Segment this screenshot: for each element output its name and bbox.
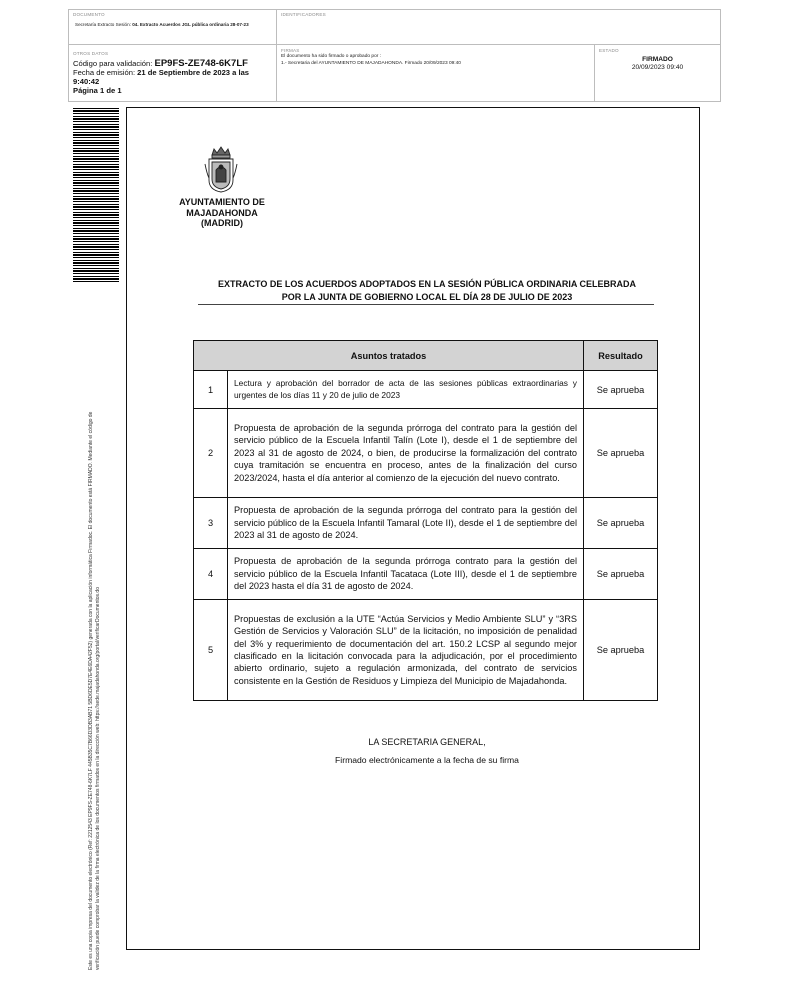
identificadores-cell xyxy=(277,10,720,45)
row-result: Se aprueba xyxy=(584,549,658,600)
row-description: Propuesta de aprobación de la segunda prórroga contrato para la gestión del servicio público de la Escuela Infantil Tacataca (Lote III), desde el 1 de septiembre del 2023 hasta el día 31 de agosto de 2024. xyxy=(228,549,584,600)
estado-status: FIRMADO xyxy=(642,56,673,63)
table-row xyxy=(194,498,658,549)
otros-datos-cell xyxy=(69,45,277,101)
row-description: Propuestas de exclusión a la UTE “Actúa Servicios y Medio Ambiente SLU” y “3RS Gestión de Servicios y Valoración SLU” de la licitación, no imposición de penalidad del 3% y requerimiento de documentación del art. 150.2 LCSP al segundo mejor clasificado en la licitación convocada para la adjudicación, por el procedimiento abierto ordinario, sujeto a regulación armonizada, del contrato de servicios consistente en la Gestión de Residuos y Limpieza del Municipio de Majadahonda. xyxy=(228,600,584,701)
row-result: Se aprueba xyxy=(584,371,658,409)
firmas-label: FIRMAS xyxy=(281,48,300,53)
row-number: 4 xyxy=(194,549,228,600)
entity-name: AYUNTAMIENTO DE MAJADAHONDA (MADRID) xyxy=(179,197,265,228)
table-row xyxy=(194,600,658,701)
row-result: Se aprueba xyxy=(584,498,658,549)
table-row xyxy=(194,371,658,409)
firmas-line-1: El documento ha sido firmado o aprobado por : xyxy=(281,54,381,59)
documento-value: Secretaría Extracto Sesión: 04. Extracto Acuerdos JGL pública ordinaria 28-07-23 xyxy=(75,22,249,27)
row-description: Lectura y aprobación del borrador de acta de las sesiones públicas extraordinarias y urgentes de los días 11 y 20 de julio de 2023 xyxy=(228,371,584,409)
column-header-resultado: Resultado xyxy=(584,341,658,371)
row-description: Propuesta de aprobación de la segunda prórroga del contrato para la gestión del servicio público de la Escuela Infantil Tamaral (Lote II), desde el 1 de septiembre del 2023 al 31 de agosto de 2024. xyxy=(228,498,584,549)
estado-label: ESTADO xyxy=(599,48,619,53)
table-row xyxy=(194,549,658,600)
row-result: Se aprueba xyxy=(584,409,658,498)
documento-label: DOCUMENTO xyxy=(73,12,105,17)
row-result: Se aprueba xyxy=(584,600,658,701)
otros-datos-label: OTROS DATOS xyxy=(73,51,109,56)
row-number: 3 xyxy=(194,498,228,549)
acuerdos-table xyxy=(193,340,658,701)
estado-value xyxy=(599,56,716,72)
side-text-line-2: verificación puede comprobar la validez de la firma electrónica de los documentos firmados en la dirección web: https://sede.majadahonda.org/portal/verificarDocumentos.do xyxy=(95,587,101,970)
firmas-cell xyxy=(277,45,595,101)
title-underline xyxy=(198,304,654,305)
pagina-indicator: Página 1 de 1 xyxy=(73,86,122,95)
estado-date: 20/09/2023 09:40 xyxy=(631,64,684,71)
barcode-icon xyxy=(73,108,119,284)
codigo-validacion: Código para validación: EP9FS-ZE748-6K7LF xyxy=(73,58,248,69)
signature-title: LA SECRETARIA GENERAL, xyxy=(368,737,486,747)
fecha-emision: Fecha de emisión: 21 de Septiembre de 2023 a las 9:40:42 xyxy=(73,68,250,86)
firmas-line-2: 1.- Secretaria del AYUNTAMIENTO DE MAJADAHONDA. Firmado 20/09/2023 09:40 xyxy=(281,61,461,67)
estado-cell xyxy=(595,45,720,101)
document-header xyxy=(68,9,721,102)
table-header-row xyxy=(194,341,658,371)
table-row xyxy=(194,409,658,498)
codigo-validacion-value[interactable]: EP9FS-ZE748-6K7LF xyxy=(154,58,248,69)
row-number: 5 xyxy=(194,600,228,701)
row-number: 1 xyxy=(194,371,228,409)
row-description: Propuesta de aprobación de la segunda prórroga del contrato para la gestión del servicio público de la Escuela Infantil Talín (Lote I), desde el 1 de septiembre del 2023 al 31 de agosto de 2024, o bien, de producirse la formalización del contrato cuya tramitación se encuentra en proceso, antes de la finalización del curso 2023/2024, hasta el día anterior al comienzo de la ejecución del nuevo contrato. xyxy=(228,409,584,498)
row-number: 2 xyxy=(194,409,228,498)
verification-side-text xyxy=(88,300,102,970)
document-title: EXTRACTO DE LOS ACUERDOS ADOPTADOS EN LA SESIÓN PÚBLICA ORDINARIA CELEBRADA POR LA JUNTA DE GOBIERNO LOCAL EL DÍA 28 DE JULIO DE 2023 xyxy=(217,279,637,302)
signature-note: Firmado electrónicamente a la fecha de su firma xyxy=(335,755,519,765)
column-header-asuntos: Asuntos tratados xyxy=(194,341,584,371)
side-text-line-1: Este es una copia impresa del documento electrónico (Ref: 2212543 EP9FS-ZE748-6K7LF 445B35C7B66D3DB3AB71 5BD6DE5D7E4E6DA42F52) generada con la aplicación informática Firmadoc. El documento está FIRMADO. Mediante el código de xyxy=(88,411,94,970)
documento-cell xyxy=(69,10,277,45)
coat-of-arms-icon xyxy=(203,144,239,194)
identificadores-label: IDENTIFICADORES xyxy=(281,12,326,17)
